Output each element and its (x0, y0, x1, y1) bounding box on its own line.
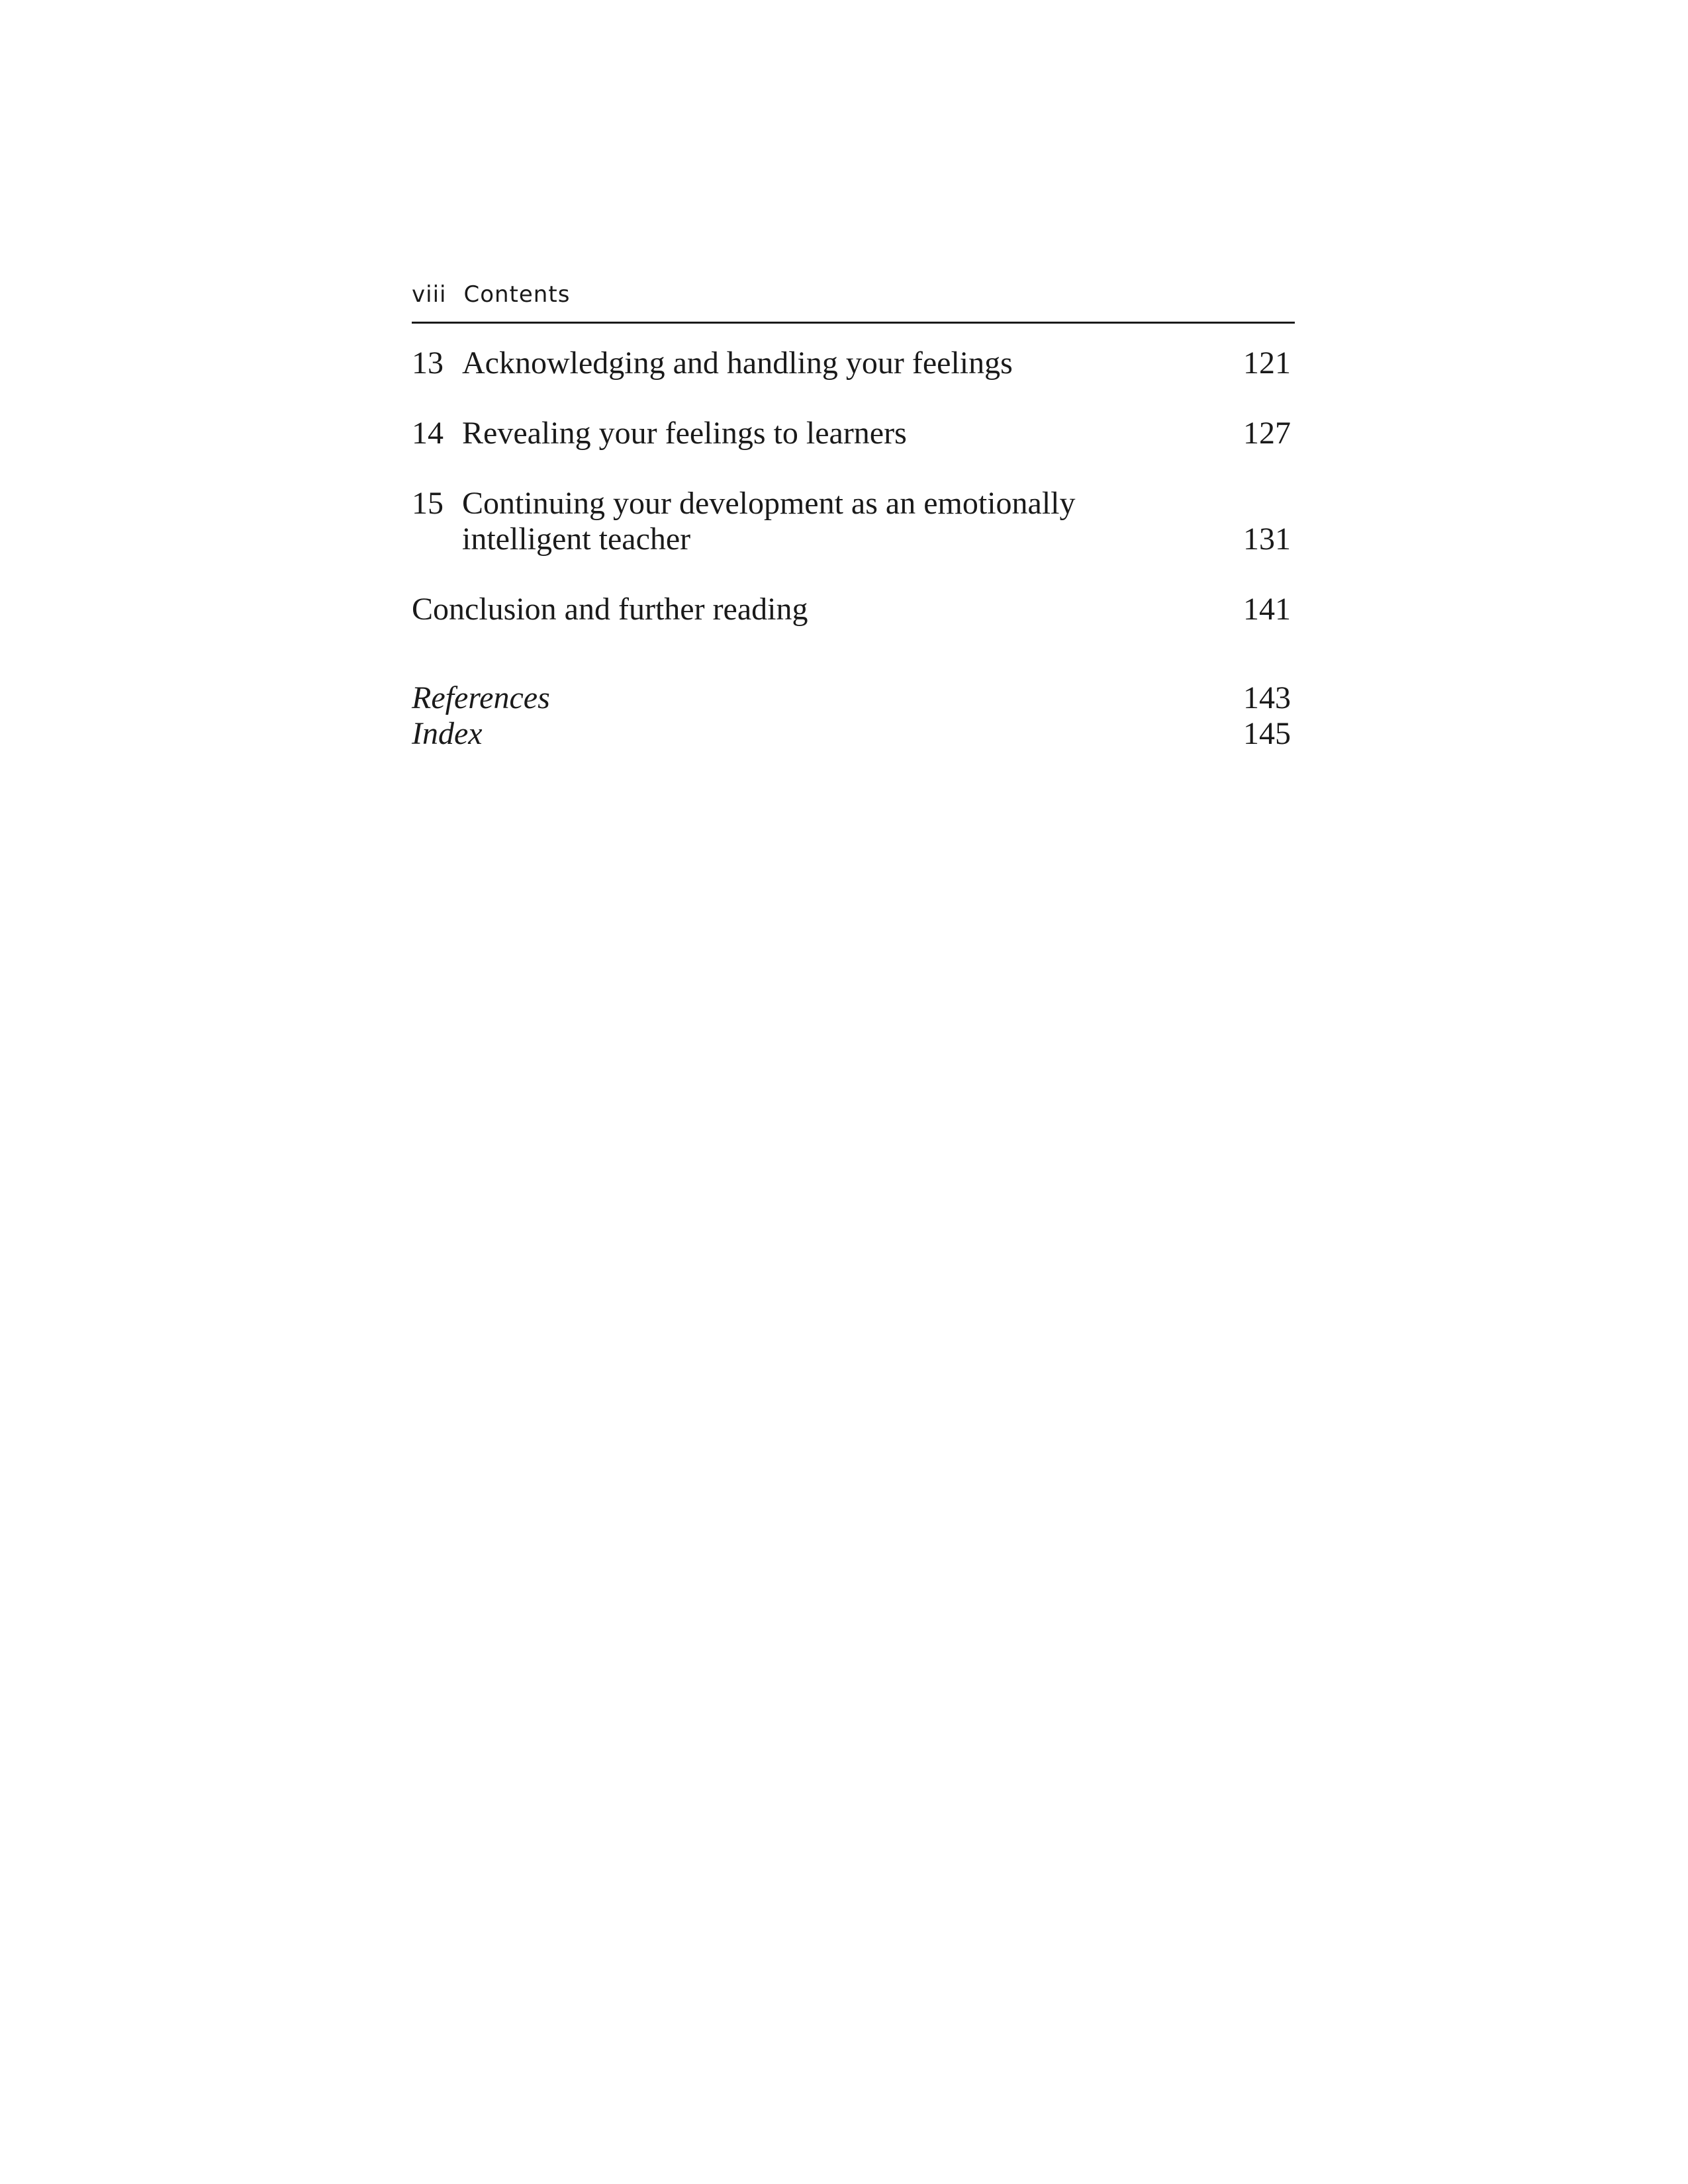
chapter-title: Acknowledging and handling your feelings (462, 345, 1013, 381)
section-title: Contents (463, 281, 571, 308)
chapter-title-line-1: Continuing your development as an emotionally (462, 486, 1076, 521)
toc-entry-references (412, 680, 1295, 716)
page-number: 127 (1243, 416, 1291, 451)
toc-entry-15 (412, 486, 1295, 522)
chapter-title-line-2: intelligent teacher (462, 522, 691, 557)
toc-entry-15-continued (412, 522, 1295, 557)
chapter-number: 15 (412, 486, 444, 521)
page-number: 121 (1243, 345, 1291, 381)
section-title: References (412, 680, 550, 715)
toc-entry-13 (412, 345, 1295, 381)
page-folio: viii (412, 281, 447, 308)
header-rule (412, 322, 1295, 324)
running-head (412, 283, 570, 306)
toc-entry-14 (412, 416, 1295, 451)
page-number: 145 (1243, 716, 1291, 751)
page-number: 131 (1243, 522, 1291, 557)
page-number: 143 (1243, 680, 1291, 715)
chapter-title: Revealing your feelings to learners (462, 416, 907, 451)
toc-entry-conclusion (412, 592, 1295, 627)
toc-entry-index (412, 716, 1295, 752)
chapter-number: 14 (412, 416, 444, 451)
page-number: 141 (1243, 592, 1291, 627)
section-title: Index (412, 716, 483, 751)
chapter-number: 13 (412, 345, 444, 381)
section-title: Conclusion and further reading (412, 592, 808, 627)
